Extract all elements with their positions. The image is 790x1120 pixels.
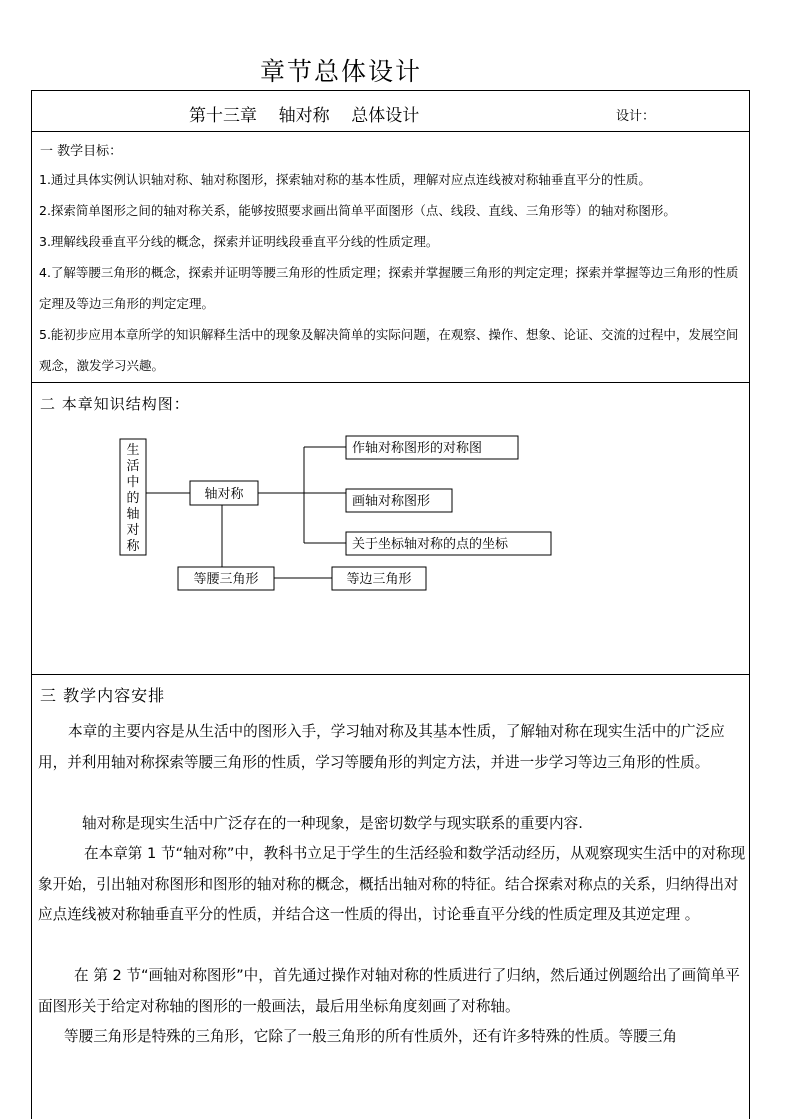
content-paragraph: 本章的主要内容是从生活中的图形入手，学习轴对称及其基本性质，了解轴对称在现实生活中的广泛应用，并利用轴对称探索等腰三角形的性质，学习等腰角形的判定方法，并进一步学习等边三角形的性质。 — [38, 723, 725, 771]
node-make-label: 作轴对称图形的对称图 — [352, 441, 483, 456]
teaching-content-section — [32, 675, 749, 1120]
node-equilateral-label: 等边三角形 — [346, 572, 412, 587]
design-table — [31, 90, 750, 1119]
node-isosceles-label: 等腰三角形 — [193, 572, 259, 587]
structure-heading: 二 本章知识结构图： — [40, 395, 190, 413]
chapter-header-row — [32, 91, 749, 132]
teaching-goals-section — [32, 132, 749, 383]
node-life-label: 生活中的轴对称 — [126, 443, 140, 554]
content-paragraph: 在本章第 1 节“轴对称”中，教科书立足于学生的生活经验和数学活动经历，从观察现实生活中的对称现象开始，引出轴对称图形和图形的轴对称的概念，概括出轴对称的特征。结合探索对称点的关系，归纳得出对应点连线被对称轴垂直平分的性质，并结合这一性质的得出，讨论垂直平分线的性质定理及其逆定理 。 — [38, 845, 746, 923]
knowledge-structure-section — [32, 383, 749, 675]
chapter-title: 第十三章 轴对称 总体设计 — [189, 106, 420, 126]
content-heading: 三 教学内容安排 — [40, 686, 166, 705]
content-paragraph: 等腰三角形是特殊的三角形，它除了一般三角形的所有性质外，还有许多特殊的性质。等腰三角 — [64, 1028, 677, 1045]
goals-heading: 一 教学目标： — [40, 144, 123, 159]
knowledge-structure-diagram — [32, 383, 749, 673]
goal-item: 1.通过具体实例认识轴对称、轴对称图形，探索轴对称的基本性质，理解对应点连线被对称轴垂直平分的性质。 — [39, 172, 651, 187]
content-paragraph: 轴对称是现实生活中广泛存在的一种现象，是密切数学与现实联系的重要内容. — [82, 815, 583, 832]
goal-item: 5.能初步应用本章所学的知识解释生活中的现象及解决简单的实际问题，在观察、操作、想象、论证、交流的过程中，发展空间观念，激发学习兴趣。 — [39, 327, 739, 373]
node-axial-label: 轴对称 — [204, 487, 244, 502]
goal-item: 4.了解等腰三角形的概念，探索并证明等腰三角形的性质定理；探索并掌握腰三角形的判定定理；探索并掌握等边三角形的性质定理及等边三角形的判定定理。 — [39, 265, 739, 311]
page-title: 章节总体设计 — [260, 57, 423, 86]
goal-item: 2.探索简单图形之间的轴对称关系，能够按照要求画出简单平面图形（点、线段、直线、三角形等）的轴对称图形。 — [39, 203, 676, 218]
content-paragraph: 在 第 2 节“画轴对称图形”中，首先通过操作对轴对称的性质进行了归纳，然后通过例题给出了画简单平面图形关于给定对称轴的图形的一般画法，最后用坐标角度刻画了对称轴。 — [38, 967, 740, 1015]
goal-item: 3.理解线段垂直平分线的概念，探索并证明线段垂直平分线的性质定理。 — [39, 234, 439, 249]
node-draw-label: 画轴对称图形 — [352, 494, 431, 509]
designer-label: 设计： — [616, 109, 656, 124]
node-coord-label: 关于坐标轴对称的点的坐标 — [352, 537, 509, 552]
